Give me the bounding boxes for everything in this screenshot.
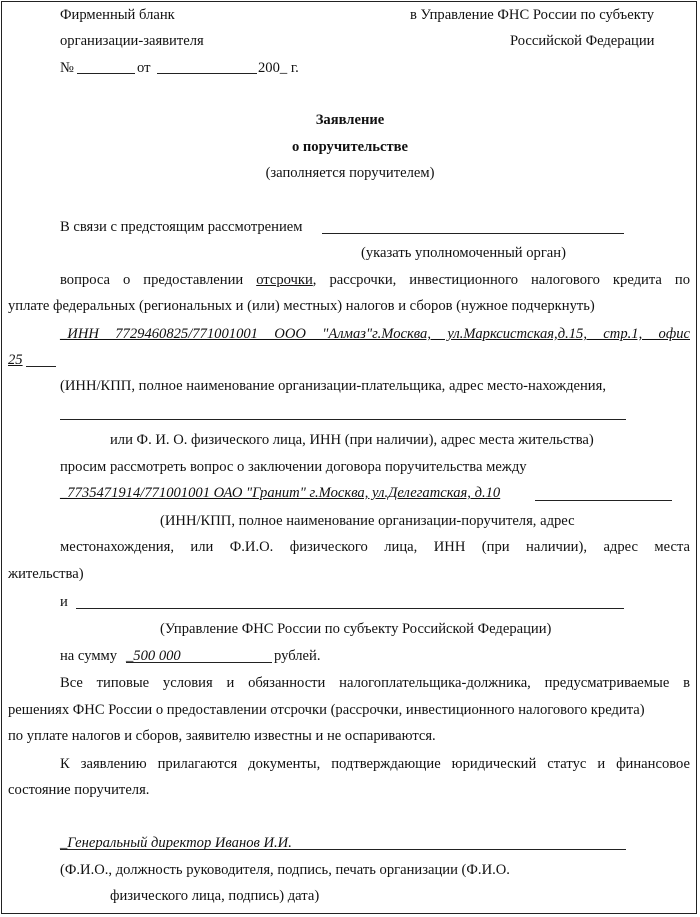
sum-currency: рублей. [274, 648, 321, 664]
and-label: и [60, 594, 68, 610]
attachments-line2: состояние поручителя. [8, 782, 150, 798]
guarantor-caption3: жительства) [8, 566, 84, 582]
signature-blank [60, 849, 626, 850]
date-blank [157, 73, 257, 74]
debtor-details: _ИНН 7729460825/771001001 ООО "Алмаз"г.Москва, ул.Марксистская,д.15, стр.1, офис [60, 326, 690, 342]
guarantor-caption2: местонахождения, или Ф.И.О. физического лица, ИНН (при наличии), адрес места [60, 539, 690, 555]
number-blank [77, 73, 135, 74]
debtor-caption2: или Ф. И. О. физического лица, ИНН (при наличии), адрес места жительства) [110, 432, 594, 448]
conditions-line2: решениях ФНС России о предоставлении отсрочки (рассрочки, инвестиционного налогового кредита) [8, 702, 645, 718]
request-line2: уплате федеральных (региональных и (или) местных) налогов и сборов (нужное подчеркнуть) [8, 298, 595, 314]
document-title: Заявление [315, 112, 385, 128]
debtor-blank [60, 419, 626, 420]
document-frame [1, 1, 697, 914]
year-label: 200_ г. [258, 60, 299, 76]
debtor-tail-line [26, 366, 56, 367]
request-line1: вопроса о предоставлении отсрочки, рассрочки, инвестиционного налогового кредита по [60, 272, 690, 288]
recipient-line2: Российской Федерации [510, 33, 655, 49]
deferral-underlined: отсрочки [256, 272, 313, 288]
letterhead-line2: организации-заявителя [60, 33, 204, 49]
number-label: № [60, 60, 74, 76]
conditions-line3: по уплате налогов и сборов, заявителю известны и не оспариваются. [8, 728, 436, 744]
letterhead-line1: Фирменный бланк [60, 7, 175, 23]
sum-value: _500 000 [126, 648, 181, 664]
sum-blank [126, 662, 272, 663]
document-subtitle: о поручительстве [291, 139, 409, 155]
authority2-blank [76, 608, 624, 609]
signature-caption2: физического лица, подпись) дата) [110, 888, 320, 904]
authority-blank [322, 233, 624, 234]
conditions-line1: Все типовые условия и обязанности налогоплательщика-должника, предусматриваемые в [60, 675, 690, 691]
document-note: (заполняется поручителем) [265, 165, 435, 181]
intro-text: В связи с предстоящим рассмотрением [60, 219, 303, 235]
authority2-caption: (Управление ФНС России по субъекту Российской Федерации) [160, 621, 552, 637]
debtor-details-cont: 25 [8, 352, 23, 368]
authority-caption: (указать уполномоченный орган) [361, 245, 566, 261]
debtor-caption1: (ИНН/КПП, полное наименование организации-плательщика, адрес место-нахождения, [60, 378, 606, 394]
contract-request: просим рассмотреть вопрос о заключении договора поручительства между [60, 459, 527, 475]
sum-label: на сумму [60, 648, 118, 664]
guarantor-caption1: (ИНН/КПП, полное наименование организации-поручителя, адрес [160, 513, 575, 529]
date-from-label: от [137, 60, 151, 76]
attachments-line1: К заявлению прилагаются документы, подтверждающие юридический статус и финансовое [60, 756, 690, 772]
recipient-line1: в Управление ФНС России по субъекту [410, 7, 655, 23]
guarantor-details: _7735471914/771001001 ОАО "Гранит" г.Москва, ул.Делегатская, д.10 [60, 485, 501, 501]
signature-caption1: (Ф.И.О., должность руководителя, подпись, печать организации (Ф.И.О. [60, 862, 510, 878]
signature-value: _Генеральный директор Иванов И.И. [60, 835, 292, 851]
guarantor-tail-line [535, 500, 672, 501]
